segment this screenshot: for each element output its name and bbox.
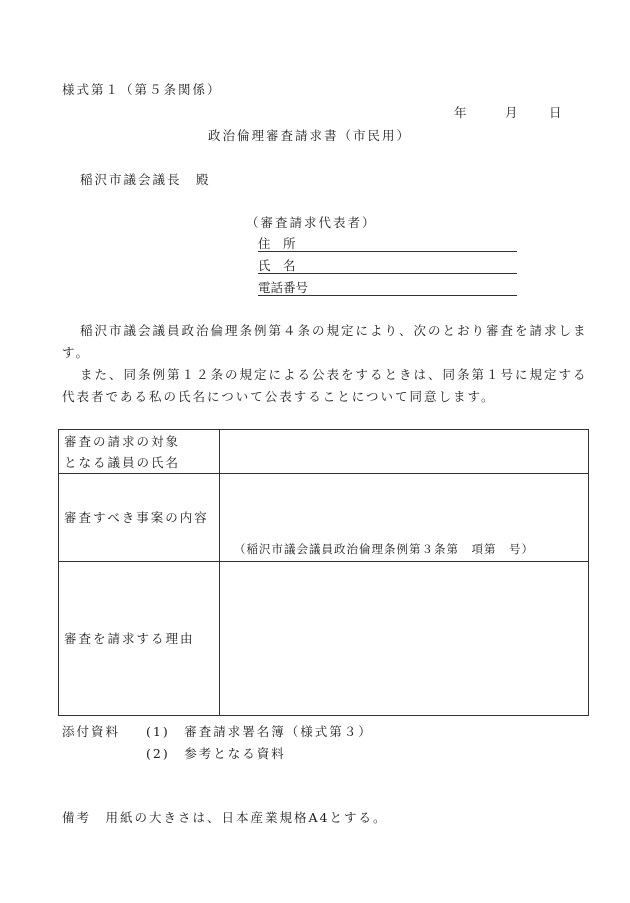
target-member-label-line2: となる議員の氏名	[64, 454, 181, 470]
name-label: 氏 名	[258, 258, 296, 273]
attachment-item-2: (2) 参考となる資料	[146, 746, 286, 761]
note: 備考 用紙の大きさは、日本産業規格A4とする。	[62, 810, 388, 825]
body-paragraph-1: 稲沢市議会議員政治倫理条例第４条の規定により、次のとおり審査を請求します。	[62, 323, 588, 360]
address-label: 住 所	[258, 236, 296, 251]
addressee: 稲沢市議会議長 殿	[80, 172, 211, 187]
attachments-label: 添付資料	[62, 724, 121, 739]
phone-field[interactable]	[258, 278, 517, 296]
target-member-label-line1: 審査の請求の対象	[64, 433, 181, 449]
phone-label: 電話番号	[258, 280, 309, 295]
date-year: 年	[454, 105, 467, 120]
date-month: 月	[505, 105, 518, 120]
date-day: 日	[549, 105, 562, 120]
target-member-label	[59, 430, 220, 474]
request-table	[58, 429, 589, 716]
case-content-label: 審査すべき事案の内容	[59, 474, 220, 562]
form-number: 様式第１（第５条関係）	[62, 82, 222, 97]
name-field[interactable]	[258, 256, 517, 274]
attachment-item-1: (1) 審査請求署名簿（様式第３）	[146, 724, 373, 739]
address-field[interactable]	[258, 234, 517, 252]
case-content-article-ref: （稲沢市議会議員政治倫理条例第３条第 項第 号）	[234, 542, 534, 556]
document-title: 政治倫理審査請求書（市民用）	[208, 128, 412, 143]
body-paragraph-2: また、同条例第１２条の規定による公表をするときは、同条第１号に規定する代表者である私の氏名について公表することについて同意します。	[62, 367, 588, 404]
target-member-input[interactable]	[220, 430, 589, 474]
reason-label: 審査を請求する理由	[59, 562, 220, 716]
representative-heading: （審査請求代表者）	[246, 215, 377, 230]
case-content-input[interactable]	[220, 474, 589, 562]
reason-input[interactable]	[220, 562, 589, 716]
